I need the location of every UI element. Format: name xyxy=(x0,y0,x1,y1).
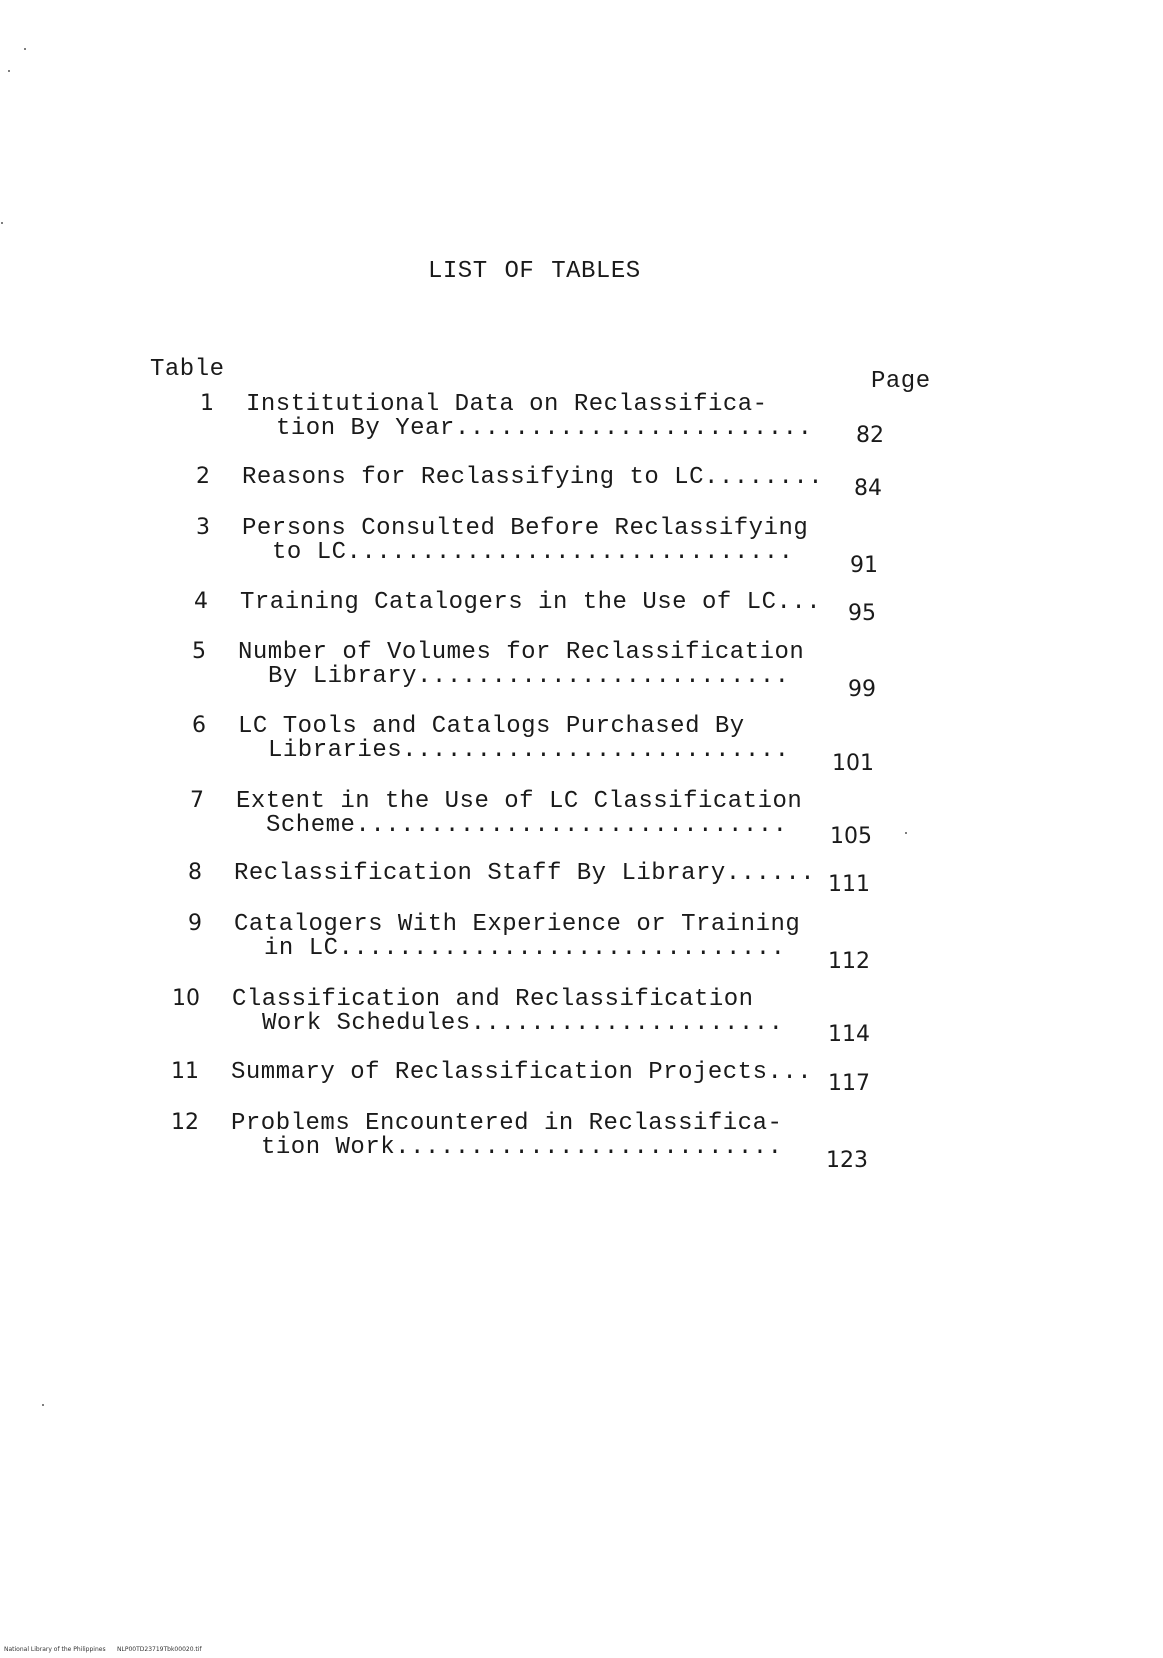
table-title-line: Reasons for Reclassifying to LC........ xyxy=(242,464,824,491)
table-title xyxy=(236,790,802,838)
footer-file: NLP00TD23719Tbk00020.tif xyxy=(117,1646,202,1653)
table-title-continuation: By Library......................... xyxy=(268,663,790,690)
table-page-number: 105 xyxy=(830,824,872,849)
table-entry xyxy=(0,790,900,860)
table-page-number: 111 xyxy=(828,872,870,897)
table-entry xyxy=(0,1112,900,1182)
table-title-continuation: tion Work.......................... xyxy=(261,1134,783,1161)
table-title-line: Summary of Reclassification Projects... xyxy=(231,1059,813,1086)
table-page-number: 114 xyxy=(828,1022,870,1047)
footer-library: National Library of the Philippines xyxy=(4,1646,106,1653)
table-title-continuation: tion By Year........................ xyxy=(276,415,813,442)
table-title-line: Problems Encountered in Reclassifica- xyxy=(231,1110,783,1137)
table-title xyxy=(234,862,815,886)
table-title xyxy=(231,1112,783,1160)
table-title-line: Catalogers With Experience or Training xyxy=(234,911,801,938)
table-title-line: Institutional Data on Reclassifica- xyxy=(246,391,768,418)
table-title-continuation: in LC.............................. xyxy=(264,935,786,962)
table-page-number: 91 xyxy=(850,553,878,578)
scan-speck xyxy=(24,48,26,50)
table-title-continuation: Scheme............................. xyxy=(266,812,788,839)
table-entry xyxy=(0,988,900,1058)
table-number: 9 xyxy=(188,911,202,936)
table-title-line: Training Catalogers in the Use of LC... xyxy=(240,589,822,616)
scan-speck xyxy=(42,1404,44,1406)
table-title xyxy=(240,591,821,615)
table-title xyxy=(238,715,790,763)
table-entry xyxy=(0,393,900,463)
table-entry xyxy=(0,641,900,711)
table-title-continuation: Libraries.......................... xyxy=(268,737,790,764)
scan-speck xyxy=(905,832,907,834)
table-column-header: Table xyxy=(150,356,225,383)
table-page-number: 84 xyxy=(854,476,882,501)
scan-speck xyxy=(1,222,3,224)
table-page-number: 123 xyxy=(826,1148,868,1173)
table-title xyxy=(242,517,808,565)
table-number: 10 xyxy=(172,986,200,1011)
table-title xyxy=(242,466,823,490)
table-title-continuation: to LC.............................. xyxy=(272,539,794,566)
table-number: 12 xyxy=(171,1110,199,1135)
scan-speck xyxy=(8,70,10,72)
table-title-line: Number of Volumes for Reclassification xyxy=(238,639,805,666)
table-page-number: 101 xyxy=(832,751,874,776)
table-number: 1 xyxy=(200,391,214,416)
page-title: LIST OF TABLES xyxy=(428,258,641,285)
table-page-number: 95 xyxy=(848,601,876,626)
table-title-line: Classification and Reclassification xyxy=(232,986,754,1013)
footer xyxy=(4,1646,202,1653)
table-title-line: Persons Consulted Before Reclassifying xyxy=(242,515,809,542)
table-number: 6 xyxy=(192,713,206,738)
table-title xyxy=(234,913,800,961)
table-number: 7 xyxy=(190,788,204,813)
table-page-number: 117 xyxy=(828,1071,870,1096)
table-title xyxy=(232,988,784,1036)
table-page-number: 112 xyxy=(828,949,870,974)
table-number: 11 xyxy=(171,1059,199,1084)
page-column-header: Page xyxy=(871,368,931,395)
table-page-number: 82 xyxy=(856,423,884,448)
table-title-continuation: Work Schedules..................... xyxy=(262,1010,784,1037)
table-title xyxy=(238,641,804,689)
table-page-number: 99 xyxy=(848,677,876,702)
table-title-line: Reclassification Staff By Library...... xyxy=(234,860,816,887)
table-title-line: Extent in the Use of LC Classification xyxy=(236,788,803,815)
table-title xyxy=(231,1061,812,1085)
table-entry xyxy=(0,517,900,587)
table-number: 2 xyxy=(196,464,210,489)
table-entry xyxy=(0,913,900,983)
table-entry xyxy=(0,715,900,785)
table-title xyxy=(246,393,812,441)
table-title-line: LC Tools and Catalogs Purchased By xyxy=(238,713,745,740)
table-number: 5 xyxy=(192,639,206,664)
table-number: 3 xyxy=(196,515,210,540)
table-number: 4 xyxy=(194,589,208,614)
table-number: 8 xyxy=(188,860,202,885)
